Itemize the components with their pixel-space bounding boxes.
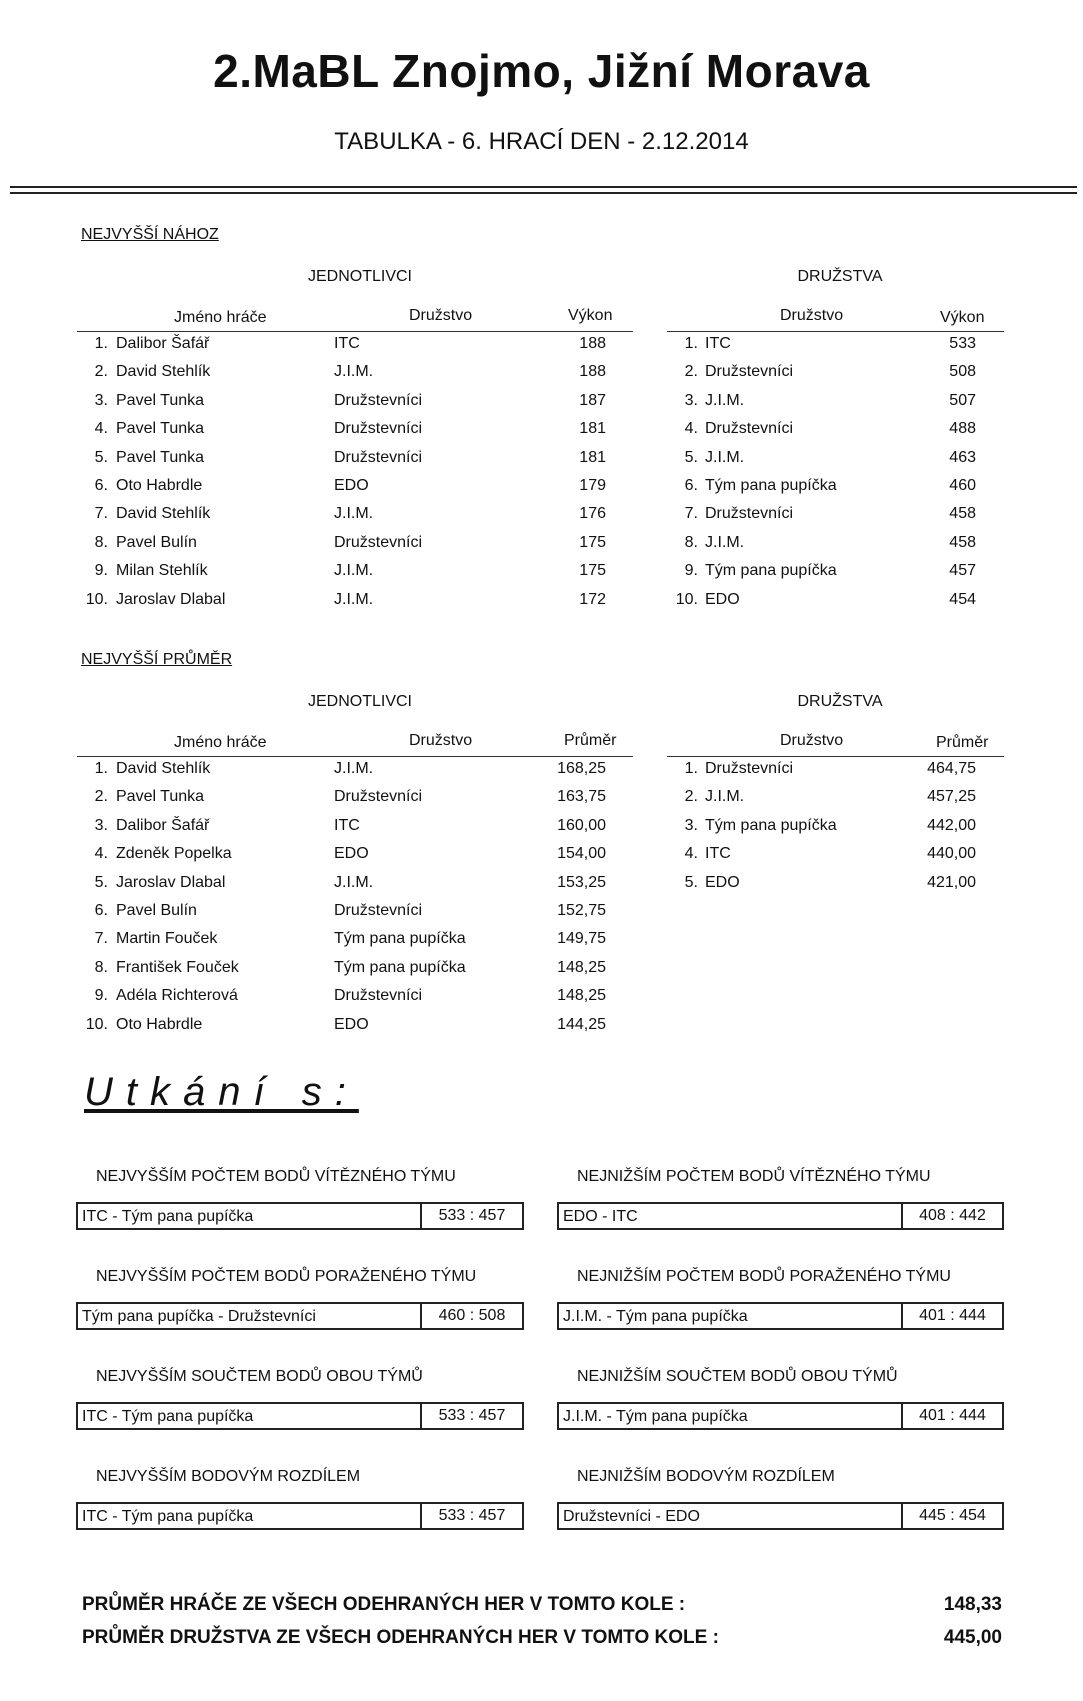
row-rank: 9.: [94, 562, 108, 580]
prumer-col-value: Průměr: [564, 732, 617, 749]
prumer-teams-col-team: Družstvo: [780, 732, 844, 749]
row-team: EDO: [334, 477, 369, 494]
row-rank: 10.: [85, 590, 108, 608]
team-row-name: Družstevníci: [705, 420, 794, 438]
row-rank: 8.: [94, 958, 108, 976]
team-row-name: Tým pana pupíčka: [705, 477, 837, 494]
match-score: 408 : 442: [901, 1204, 1002, 1228]
team-row-value: 440,00: [927, 845, 976, 863]
team-row-rank: 4.: [684, 845, 698, 863]
row-rank: 3.: [94, 816, 108, 834]
row-player-name: Oto Habrdle: [116, 477, 203, 494]
row-value: 153,25: [557, 873, 606, 891]
row-player-name: Dalibor Šafář: [116, 335, 210, 352]
team-row-rank: 2.: [684, 788, 698, 806]
summary-team-label: PRŮMĚR DRUŽSTVA ZE VŠECH ODEHRANÝCH HER V TOMTO KOLE :: [82, 1627, 719, 1648]
team-row-value: 508: [949, 363, 976, 381]
row-player-name: Martin Fouček: [116, 930, 218, 948]
team-row-value: 533: [949, 335, 976, 352]
match-score: 460 : 508: [420, 1304, 522, 1328]
match-result-box: [557, 1402, 1004, 1430]
prumer-teams-header-line: [667, 756, 1004, 757]
row-value: 181: [579, 420, 606, 438]
team-row-rank: 10.: [675, 590, 698, 608]
match-result-box: [557, 1202, 1004, 1230]
section-label-prumer: NEJVYŠŠÍ PRŮMĚR: [81, 651, 233, 668]
team-row-rank: 3.: [684, 816, 698, 834]
row-value: 148,25: [557, 958, 606, 976]
row-player-name: Dalibor Šafář: [116, 816, 210, 834]
page-title: 2.MaBL Znojmo, Jižní Morava: [213, 45, 870, 97]
match-teams: J.I.M. - Tým pana pupíčka: [563, 1308, 748, 1325]
team-row-name: EDO: [705, 590, 740, 608]
team-row-name: J.I.M.: [705, 533, 745, 551]
team-row-name: ITC: [705, 335, 731, 352]
row-player-name: Zdeněk Popelka: [116, 845, 232, 863]
team-row-name: Tým pana pupíčka: [705, 562, 837, 580]
summary-player-label: PRŮMĚR HRÁČE ZE VŠECH ODEHRANÝCH HER V TOMTO KOLE :: [82, 1594, 686, 1615]
nahoz-col-value: Výkon: [568, 307, 613, 324]
nahoz-teams-header-line: [667, 331, 1004, 332]
team-row-rank: 2.: [684, 363, 698, 381]
row-rank: 1.: [94, 335, 108, 352]
row-value: 168,25: [557, 760, 606, 777]
prumer-col-team: Družstvo: [409, 732, 473, 749]
nahoz-col-team: Družstvo: [409, 307, 473, 324]
match-category-label: NEJNIŽŠÍM POČTEM BODŮ VÍTĚZNÉHO TÝMU: [577, 1168, 931, 1185]
prumer-individuals-header-line: [77, 756, 633, 757]
team-row-value: 442,00: [927, 816, 976, 834]
header-rule-bottom: [10, 192, 1077, 194]
row-rank: 5.: [94, 873, 108, 891]
team-row-rank: 5.: [684, 448, 698, 466]
row-team: J.I.M.: [334, 760, 374, 777]
match-score: 533 : 457: [420, 1204, 522, 1228]
row-player-name: Pavel Tunka: [116, 420, 205, 438]
row-rank: 7.: [94, 505, 108, 523]
header-rule-top: [10, 186, 1077, 188]
row-player-name: Pavel Bulín: [116, 902, 197, 919]
row-rank: 1.: [94, 760, 108, 777]
summary-player-value: 148,33: [943, 1594, 1002, 1615]
team-row-name: Družstevníci: [705, 760, 794, 777]
team-row-rank: 3.: [684, 391, 698, 409]
row-value: 172: [579, 590, 606, 608]
nahoz-teams-heading: DRUŽSTVA: [797, 268, 883, 285]
row-value: 176: [579, 505, 606, 523]
team-row-rank: 4.: [684, 420, 698, 438]
match-teams: Družstevníci - EDO: [563, 1508, 700, 1525]
row-team: J.I.M.: [334, 562, 374, 580]
row-player-name: David Stehlík: [116, 505, 211, 523]
match-teams: ITC - Tým pana pupíčka: [82, 1508, 254, 1525]
team-row-rank: 1.: [684, 335, 698, 352]
row-team: Družstevníci: [334, 391, 423, 409]
row-value: 163,75: [557, 788, 606, 806]
match-teams: ITC - Tým pana pupíčka: [82, 1408, 254, 1425]
row-rank: 4.: [94, 845, 108, 863]
row-value: 187: [579, 391, 606, 409]
match-result-box: [557, 1302, 1004, 1330]
match-result-box: [76, 1202, 524, 1230]
match-category-label: NEJVYŠŠÍM BODOVÝM ROZDÍLEM: [96, 1468, 361, 1485]
row-player-name: Oto Habrdle: [116, 1015, 203, 1033]
match-teams: EDO - ITC: [563, 1208, 638, 1225]
team-row-value: 488: [949, 420, 976, 438]
team-row-name: J.I.M.: [705, 448, 745, 466]
row-rank: 6.: [94, 477, 108, 494]
row-player-name: Pavel Tunka: [116, 448, 205, 466]
team-row-value: 457: [949, 562, 976, 580]
row-team: ITC: [334, 335, 360, 352]
nahoz-individuals-header-line: [77, 331, 633, 332]
page-subtitle: TABULKA - 6. HRACÍ DEN - 2.12.2014: [334, 128, 749, 155]
row-rank: 3.: [94, 391, 108, 409]
row-value: 175: [579, 533, 606, 551]
row-team: Družstevníci: [334, 420, 423, 438]
team-row-rank: 7.: [684, 505, 698, 523]
match-score: 445 : 454: [901, 1504, 1002, 1528]
row-value: 154,00: [557, 845, 606, 863]
match-category-label: NEJNIŽŠÍM POČTEM BODŮ PORAŽENÉHO TÝMU: [577, 1268, 951, 1285]
row-value: 188: [579, 363, 606, 381]
row-team: Družstevníci: [334, 902, 423, 919]
prumer-teams-heading: DRUŽSTVA: [797, 693, 883, 710]
row-value: 148,25: [557, 987, 606, 1005]
prumer-individuals-heading: JEDNOTLIVCI: [307, 693, 412, 710]
row-team: J.I.M.: [334, 505, 374, 523]
match-teams: J.I.M. - Tým pana pupíčka: [563, 1408, 748, 1425]
nahoz-teams-col-team: Družstvo: [780, 307, 844, 324]
team-row-rank: 6.: [684, 477, 698, 494]
row-player-name: David Stehlík: [116, 363, 211, 381]
row-value: 160,00: [557, 816, 606, 834]
team-row-value: 458: [949, 533, 976, 551]
match-score: 401 : 444: [901, 1304, 1002, 1328]
match-result-box: [76, 1402, 524, 1430]
row-value: 152,75: [557, 902, 606, 919]
team-row-value: 454: [949, 590, 976, 608]
match-category-label: NEJNIŽŠÍM SOUČTEM BODŮ OBOU TÝMŮ: [577, 1368, 898, 1385]
nahoz-teams-col-value: Výkon: [940, 309, 985, 326]
row-rank: 7.: [94, 930, 108, 948]
row-value: 149,75: [557, 930, 606, 948]
row-value: 175: [579, 562, 606, 580]
row-player-name: Jaroslav Dlabal: [116, 873, 226, 891]
team-row-name: J.I.M.: [705, 391, 745, 409]
row-rank: 2.: [94, 363, 108, 381]
team-row-rank: 9.: [684, 562, 698, 580]
row-rank: 6.: [94, 902, 108, 919]
row-team: ITC: [334, 816, 360, 834]
match-result-box: [76, 1302, 524, 1330]
row-player-name: František Fouček: [116, 958, 239, 976]
row-player-name: Pavel Bulín: [116, 533, 197, 551]
team-row-value: 457,25: [927, 788, 976, 806]
team-row-rank: 1.: [684, 760, 698, 777]
row-team: J.I.M.: [334, 873, 374, 891]
match-score: 401 : 444: [901, 1404, 1002, 1428]
team-row-rank: 8.: [684, 533, 698, 551]
team-row-value: 507: [949, 391, 976, 409]
row-team: Tým pana pupíčka: [334, 958, 466, 976]
row-team: J.I.M.: [334, 590, 374, 608]
team-row-name: ITC: [705, 845, 731, 863]
team-row-name: EDO: [705, 873, 740, 891]
matches-heading: Utkání s:: [84, 1070, 359, 1114]
row-rank: 2.: [94, 788, 108, 806]
row-rank: 10.: [85, 1015, 108, 1033]
nahoz-individuals-heading: JEDNOTLIVCI: [307, 268, 412, 285]
row-team: Družstevníci: [334, 533, 423, 551]
row-rank: 9.: [94, 987, 108, 1005]
row-team: Družstevníci: [334, 987, 423, 1005]
team-row-name: Tým pana pupíčka: [705, 816, 837, 834]
row-team: Družstevníci: [334, 788, 423, 806]
row-player-name: Pavel Tunka: [116, 391, 205, 409]
team-row-name: Družstevníci: [705, 363, 794, 381]
match-category-label: NEJVYŠŠÍM POČTEM BODŮ VÍTĚZNÉHO TÝMU: [96, 1168, 456, 1185]
row-player-name: Jaroslav Dlabal: [116, 590, 226, 608]
team-row-value: 464,75: [927, 760, 976, 777]
summary-team-value: 445,00: [943, 1627, 1002, 1648]
row-rank: 4.: [94, 420, 108, 438]
row-team: EDO: [334, 1015, 369, 1033]
row-value: 179: [579, 477, 606, 494]
row-player-name: David Stehlík: [116, 760, 211, 777]
row-value: 181: [579, 448, 606, 466]
prumer-col-name: Jméno hráče: [174, 734, 267, 751]
row-player-name: Adéla Richterová: [116, 987, 238, 1005]
section-label-nahoz: NEJVYŠŠÍ NÁHOZ: [81, 226, 219, 243]
team-row-value: 458: [949, 505, 976, 523]
match-result-box: [557, 1502, 1004, 1530]
team-row-name: J.I.M.: [705, 788, 745, 806]
match-score: 533 : 457: [420, 1504, 522, 1528]
team-row-rank: 5.: [684, 873, 698, 891]
team-row-value: 463: [949, 448, 976, 466]
match-score: 533 : 457: [420, 1404, 522, 1428]
match-teams: ITC - Tým pana pupíčka: [82, 1208, 254, 1225]
team-row-value: 460: [949, 477, 976, 494]
row-value: 144,25: [557, 1015, 606, 1033]
nahoz-col-name: Jméno hráče: [174, 309, 267, 326]
row-team: J.I.M.: [334, 363, 374, 381]
row-team: EDO: [334, 845, 369, 863]
row-player-name: Pavel Tunka: [116, 788, 205, 806]
row-rank: 5.: [94, 448, 108, 466]
prumer-teams-col-value: Průměr: [936, 734, 989, 751]
match-category-label: NEJNIŽŠÍM BODOVÝM ROZDÍLEM: [577, 1468, 835, 1485]
team-row-name: Družstevníci: [705, 505, 794, 523]
row-value: 188: [579, 335, 606, 352]
match-category-label: NEJVYŠŠÍM POČTEM BODŮ PORAŽENÉHO TÝMU: [96, 1268, 477, 1285]
team-row-value: 421,00: [927, 873, 976, 891]
row-team: Tým pana pupíčka: [334, 930, 466, 948]
match-result-box: [76, 1502, 524, 1530]
row-team: Družstevníci: [334, 448, 423, 466]
row-player-name: Milan Stehlík: [116, 562, 208, 580]
match-category-label: NEJVYŠŠÍM SOUČTEM BODŮ OBOU TÝMŮ: [96, 1368, 423, 1385]
match-teams: Tým pana pupíčka - Družstevníci: [82, 1308, 316, 1325]
row-rank: 8.: [94, 533, 108, 551]
